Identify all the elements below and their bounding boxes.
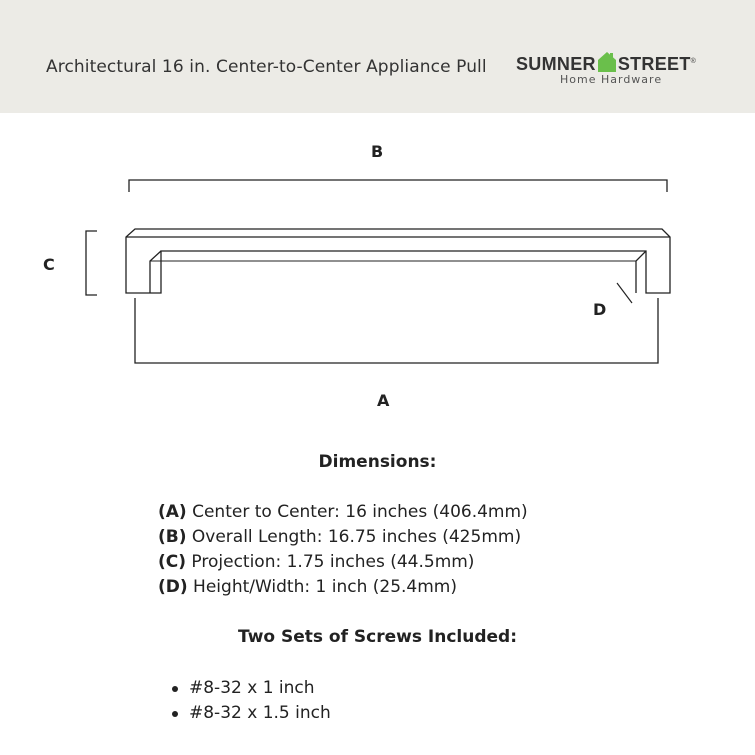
dimension-c-label: C [43, 255, 55, 274]
dimensions-list [158, 500, 528, 600]
dimension-d-indicator [617, 283, 632, 303]
brand-name-right: STREET [617, 54, 691, 74]
registered-mark: ® [690, 58, 697, 65]
dimension-c-bracket [86, 231, 97, 295]
bullet-icon [172, 711, 178, 717]
pull-diagram [0, 113, 755, 433]
dimension-item-a: (A) Center to Center: 16 inches (406.4mm) [158, 502, 528, 522]
dimensions-heading: Dimensions: [318, 452, 437, 472]
screws-list [172, 676, 331, 726]
screws-heading: Two Sets of Screws Included: [237, 627, 518, 647]
dimension-b-label: B [371, 142, 384, 161]
dimension-d-label: D [593, 300, 607, 319]
dimension-a-label: A [377, 391, 390, 410]
brand-name-left: SUMNER [516, 54, 596, 74]
pull-drawing [0, 113, 755, 433]
brand-subtitle: Home Hardware [560, 73, 663, 86]
pull-left-leg-edge [150, 251, 161, 293]
header-banner [0, 0, 755, 113]
brand-logo [516, 46, 726, 90]
dimension-item-d: (D) Height/Width: 1 inch (25.4mm) [158, 577, 457, 597]
dimension-b-bracket [129, 180, 667, 192]
dimension-a-bracket [135, 298, 658, 363]
bullet-icon [172, 686, 178, 692]
product-title: Architectural 16 in. Center-to-Center Appliance Pull [46, 57, 487, 77]
dimension-item-c: (C) Projection: 1.75 inches (44.5mm) [158, 552, 475, 572]
dimension-item-b: (B) Overall Length: 16.75 inches (425mm) [158, 527, 522, 547]
screw-item: #8-32 x 1 inch [172, 676, 331, 701]
pull-right-leg-edge [636, 251, 646, 293]
screw-item: #8-32 x 1.5 inch [172, 701, 331, 726]
